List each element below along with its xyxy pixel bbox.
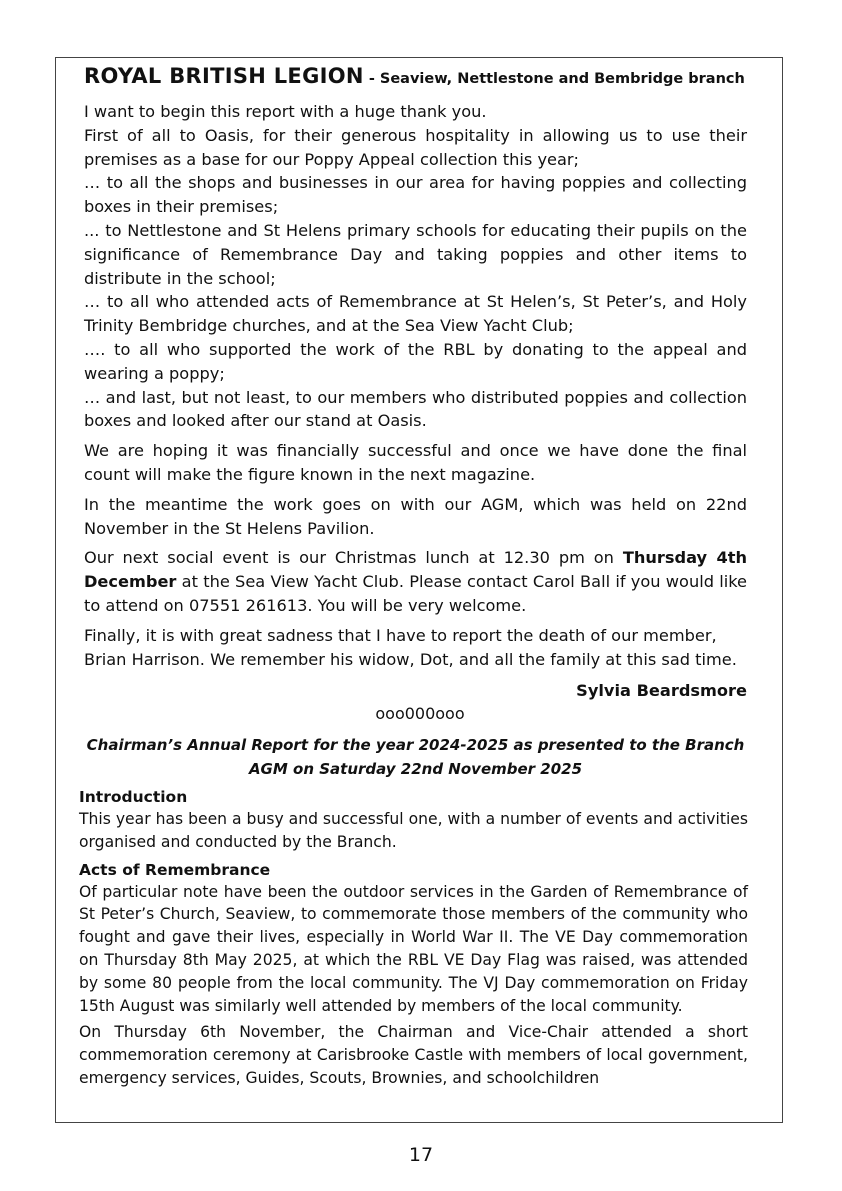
paragraph-supporters: …. to all who supported the work of the RBL by donating to the appeal and wearing a poppy;: [84, 339, 747, 383]
paragraph-schools: ... to Nettlestone and St Helens primary schools for educating their pupils on the significance of Remembrance Day and taking poppies and other items to distribute in the school;: [84, 220, 747, 288]
page-number: 17: [408, 1144, 434, 1166]
heading-introduction: Introduction: [79, 788, 188, 806]
separator: ooo000ooo: [375, 704, 465, 723]
chairman-report: [79, 786, 748, 1090]
title-main: ROYAL BRITISH LEGION: [84, 64, 364, 88]
signature: Sylvia Beardsmore: [576, 681, 747, 700]
report-title-line1: Chairman’s Annual Report for the year 2024-2025 as presented to the Branch: [86, 736, 745, 754]
paragraph-agm: In the meantime the work goes on with our AGM, which was held on 22nd November in the St Helens Pavilion.: [84, 494, 747, 538]
paragraph-financial: We are hoping it was financially successful and once we have done the final count will make the figure known in the next magazine.: [84, 441, 747, 484]
paragraph-churches: … to all who attended acts of Remembrance at St Helen’s, St Peter’s, and Holy Trinity Bembridge churches, and at the Sea View Yacht Club;: [84, 292, 747, 336]
acts-text-2: On Thursday 6th November, the Chairman and Vice-Chair attended a short commemoration ceremony at Carisbrooke Castle with members of local government, emergency services, Guides, Scouts, Brownies, and schoolchildren: [79, 1023, 748, 1087]
social-date: Thursday 4th December: [84, 548, 747, 592]
article-title: [84, 64, 754, 88]
paragraph-members: … and last, but not least, to our members who distributed poppies and collection boxes and looked after our stand at Oasis.: [84, 387, 747, 431]
social-text-b: at the Sea View Yacht Club. Please contact Carol Ball if you would like to attend on 07551 261613. You will be very welcome.: [84, 572, 747, 615]
social-text-a: Our next social event is our Christmas lunch at 12.30 pm on: [84, 548, 623, 568]
rbl-report: [84, 100, 747, 671]
finally-text: Finally, it is with great sadness that I have to report the death of our member, Brian Harrison. We remember his widow, Dot, and all the family at this sad time.: [84, 625, 737, 669]
report-title: [84, 734, 747, 781]
intro-text: This year has been a busy and successful one, with a number of events and activities organised and conducted by the Branch.: [79, 810, 748, 851]
paragraph-social: [84, 546, 747, 617]
acts-text-1: Of particular note have been the outdoor services in the Garden of Remembrance of St Peter’s Church, Seaview, to commemorate those members of the community who fought and gave their lives, especially in World War II. The VE Day commemoration on Thursday 8th May 2025, at which the RBL VE Day Flag was raised, was attended by some 80 people from the local community. The VJ Day commemoration on Friday 15th August was similarly well attended by members of the local community.: [79, 882, 748, 1015]
paragraph-oasis: First of all to Oasis, for their generous hospitality in allowing us to use their premises as a base for our Poppy Appeal collection this year;: [84, 125, 747, 169]
heading-acts: Acts of Remembrance: [79, 860, 271, 879]
title-sub: - Seaview, Nettlestone and Bembridge branch: [363, 71, 745, 87]
paragraph-finally: [84, 624, 747, 672]
paragraph-shops: … to all the shops and businesses in our area for having poppies and collecting boxes in their premises;: [84, 173, 747, 217]
report-title-line2: AGM on Saturday 22nd November 2025: [248, 759, 583, 778]
paragraph-intro: I want to begin this report with a huge thank you.: [84, 102, 487, 121]
